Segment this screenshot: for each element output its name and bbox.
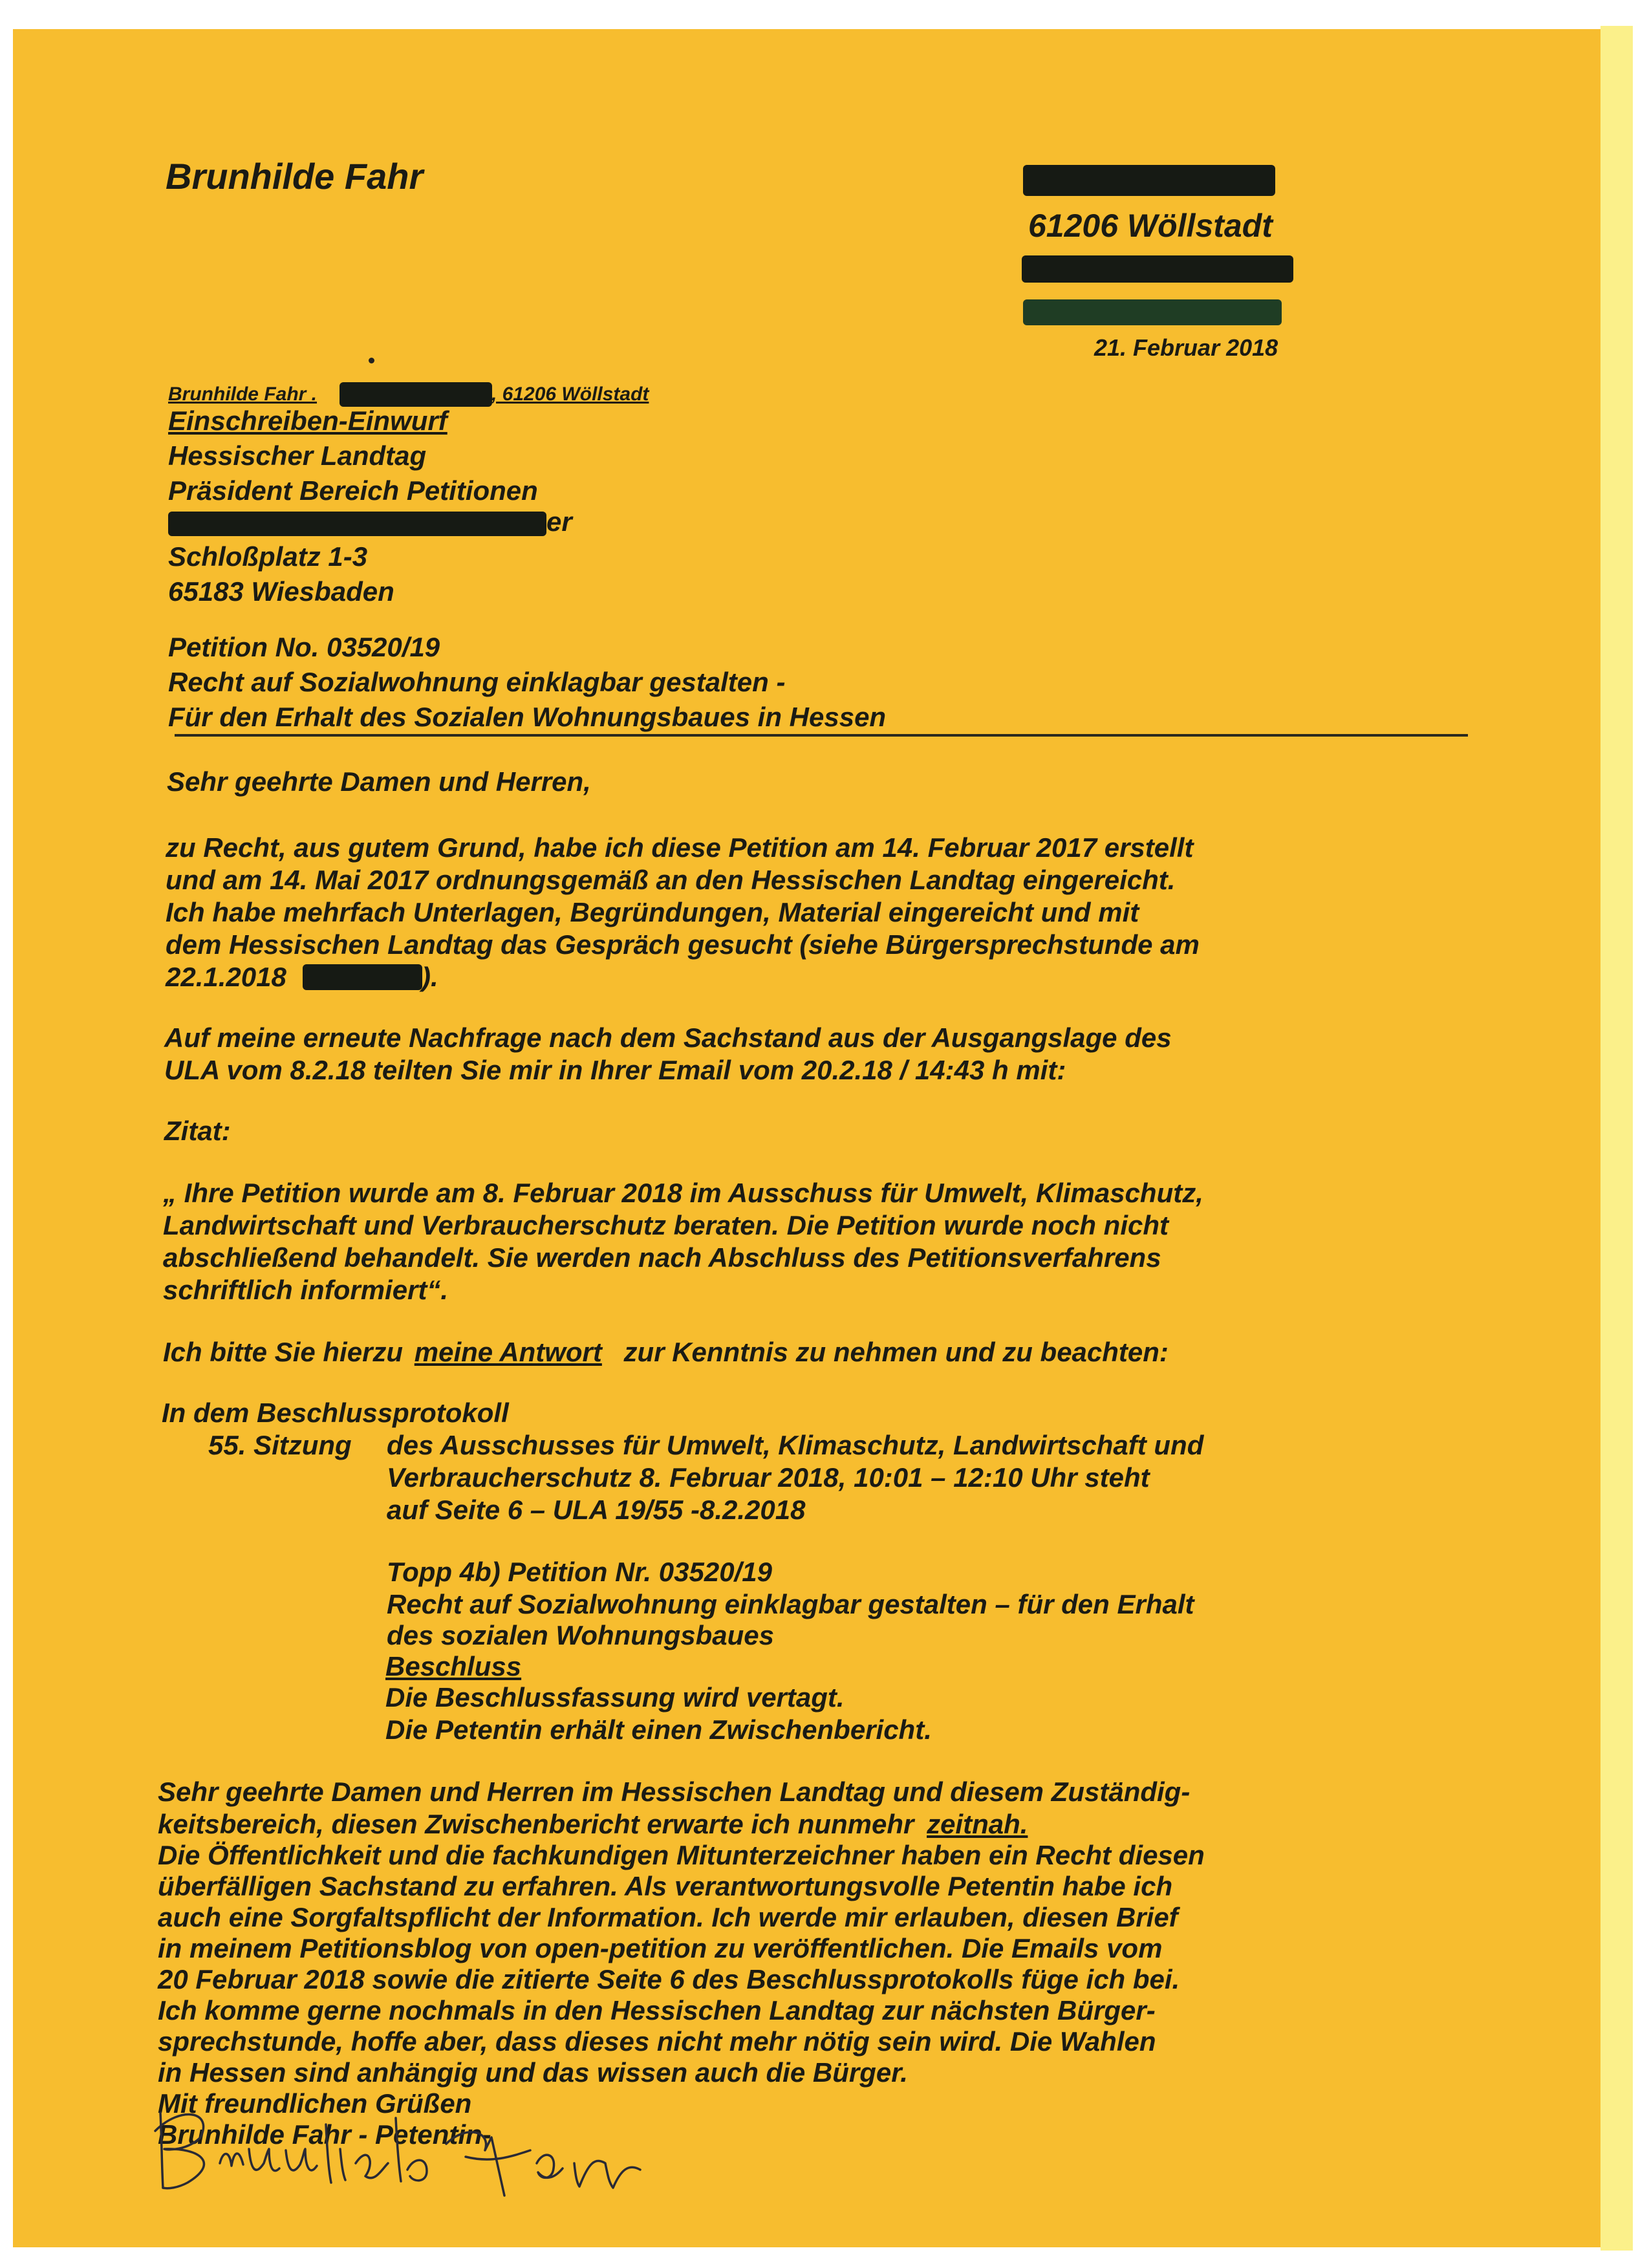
paragraph1-end: ). — [422, 962, 438, 992]
paragraph2-line: Auf meine erneute Nachfrage nach dem Sachstand aus der Ausgangslage des — [164, 1022, 1172, 1053]
topp-line: des sozialen Wohnungsbaues — [387, 1620, 774, 1650]
closing-line: sprechstunde, hoffe aber, dass dieses nicht mehr nötig sein wird. Die Wahlen — [158, 2026, 1156, 2057]
paper-edge — [1600, 26, 1633, 2251]
paragraph1-date: 22.1.2018 — [166, 962, 286, 992]
quote-line: Landwirtschaft und Verbraucherschutz beraten. Die Petition wurde noch nicht — [163, 1210, 1169, 1240]
closing-line: Die Öffentlichkeit und die fachkundigen Mitunterzeichner haben ein Recht diesen — [158, 1840, 1205, 1870]
paragraph2-line: ULA vom 8.2.18 teilten Sie mir in Ihrer Email vom 20.2.18 / 14:43 h mit: — [164, 1055, 1066, 1085]
quote-line: schriftlich informiert“. — [163, 1275, 449, 1305]
closing-line: in meinem Petitionsblog von open-petition zu veröffentlichen. Die Emails vom — [158, 1933, 1163, 1963]
subject-line3: Für den Erhalt des Sozialen Wohnungsbaues in Hessen — [168, 702, 887, 732]
beschluss-line: Die Petentin erhält einen Zwischenbericht. — [385, 1714, 932, 1745]
beschluss-label: Beschluss — [385, 1651, 522, 1681]
paragraph1-line: zu Recht, aus gutem Grund, habe ich diese Petition am 14. Februar 2017 erstellt — [166, 832, 1194, 863]
zitat-label: Zitat: — [164, 1116, 231, 1146]
paragraph3-start: Ich bitte Sie hierzu — [163, 1337, 404, 1367]
closing-line: 20 Februar 2018 sowie die zitierte Seite 6 des Beschlussprotokolls füge ich bei. — [158, 1964, 1180, 1994]
closing-line-2 — [158, 1809, 1028, 1840]
paragraph3-end: zur Kenntnis zu nehmen und zu beachten: — [623, 1337, 1169, 1367]
subject-line2: Recht auf Sozialwohnung einklagbar gestalten - — [168, 667, 786, 697]
paragraph3 — [163, 1337, 1169, 1368]
sender-city: 61206 Wöllstadt — [1028, 208, 1273, 244]
topp-line: Recht auf Sozialwohnung einklagbar gestalten – für den Erhalt — [387, 1589, 1194, 1619]
handwritten-signature — [142, 2086, 673, 2215]
recipient-line3-tail: er — [546, 506, 572, 537]
return-address-city: , 61206 Wöllstadt — [491, 383, 649, 405]
subject-line1: Petition No. 03520/19 — [168, 632, 440, 662]
session-line: auf Seite 6 – ULA 19/55 -8.2.2018 — [387, 1495, 806, 1525]
closing-emphasis: zeitnah. — [927, 1809, 1028, 1839]
sender-name: Brunhilde Fahr — [166, 156, 424, 197]
redacted-return-street — [339, 382, 492, 407]
topp-line: Topp 4b) Petition Nr. 03520/19 — [387, 1557, 772, 1587]
regards: Mit freundlichen Grüßen — [158, 2088, 472, 2119]
paragraph1-line: dem Hessischen Landtag das Gespräch gesucht (siehe Bürgersprechstunde am — [166, 929, 1200, 960]
redacted-phone — [1022, 255, 1293, 283]
paragraph3-emphasis: meine Antwort — [414, 1337, 602, 1367]
quote-line: „ Ihre Petition wurde am 8. Februar 2018 im Ausschuss für Umwelt, Klimaschutz, — [163, 1178, 1203, 1208]
letter-date: 21. Februar 2018 — [1094, 334, 1278, 361]
closing-line: überfälligen Sachstand zu erfahren. Als verantwortungsvolle Petentin habe ich — [158, 1871, 1173, 1901]
session-number: 55. Sitzung — [208, 1430, 352, 1460]
stray-dot — [369, 358, 374, 363]
closing-line-2-start: keitsbereich, diesen Zwischenbericht erwarte ich nunmehr — [158, 1809, 914, 1839]
redacted-email — [1023, 299, 1282, 325]
beschluss-line: Die Beschlussfassung wird vertagt. — [385, 1682, 845, 1712]
quote-line: abschließend behandelt. Sie werden nach Abschluss des Petitionsverfahrens — [163, 1242, 1161, 1273]
closing-line: in Hessen sind anhängig und das wissen auch die Bürger. — [158, 2057, 908, 2088]
closing-line: auch eine Sorgfaltspflicht der Information. Ich werde mir erlauben, diesen Brief — [158, 1902, 1178, 1932]
recipient-line1: Hessischer Landtag — [168, 440, 427, 471]
paragraph1-line: Ich habe mehrfach Unterlagen, Begründungen, Material eingereicht und mit — [166, 897, 1139, 927]
protocol-intro: In dem Beschlussprotokoll — [162, 1398, 509, 1428]
delivery-method: Einschreiben-Einwurf — [168, 405, 447, 436]
session-line: Verbraucherschutz 8. Februar 2018, 10:01 – 12:10 Uhr steht — [387, 1462, 1150, 1493]
redacted-location — [303, 964, 422, 990]
closing-line: Sehr geehrte Damen und Herren im Hessischen Landtag und diesem Zuständig- — [158, 1777, 1191, 1807]
redacted-street — [1023, 165, 1275, 196]
closing-line: Ich komme gerne nochmals in den Hessischen Landtag zur nächsten Bürger- — [158, 1995, 1156, 2025]
session-line: des Ausschusses für Umwelt, Klimaschutz, Landwirtschaft und — [387, 1430, 1204, 1460]
subject-divider — [175, 734, 1468, 737]
recipient-city: 65183 Wiesbaden — [168, 576, 394, 607]
recipient-street: Schloßplatz 1-3 — [168, 541, 368, 572]
signoff: Brunhilde Fahr - Petentin- — [158, 2119, 491, 2150]
redacted-recipient-name — [168, 512, 546, 536]
paragraph1-line: und am 14. Mai 2017 ordnungsgemäß an den Hessischen Landtag eingereicht. — [166, 865, 1176, 895]
recipient-line2: Präsident Bereich Petitionen — [168, 475, 538, 506]
letter-page — [13, 29, 1610, 2247]
return-address-name: Brunhilde Fahr . — [168, 383, 318, 405]
salutation: Sehr geehrte Damen und Herren, — [167, 766, 591, 797]
